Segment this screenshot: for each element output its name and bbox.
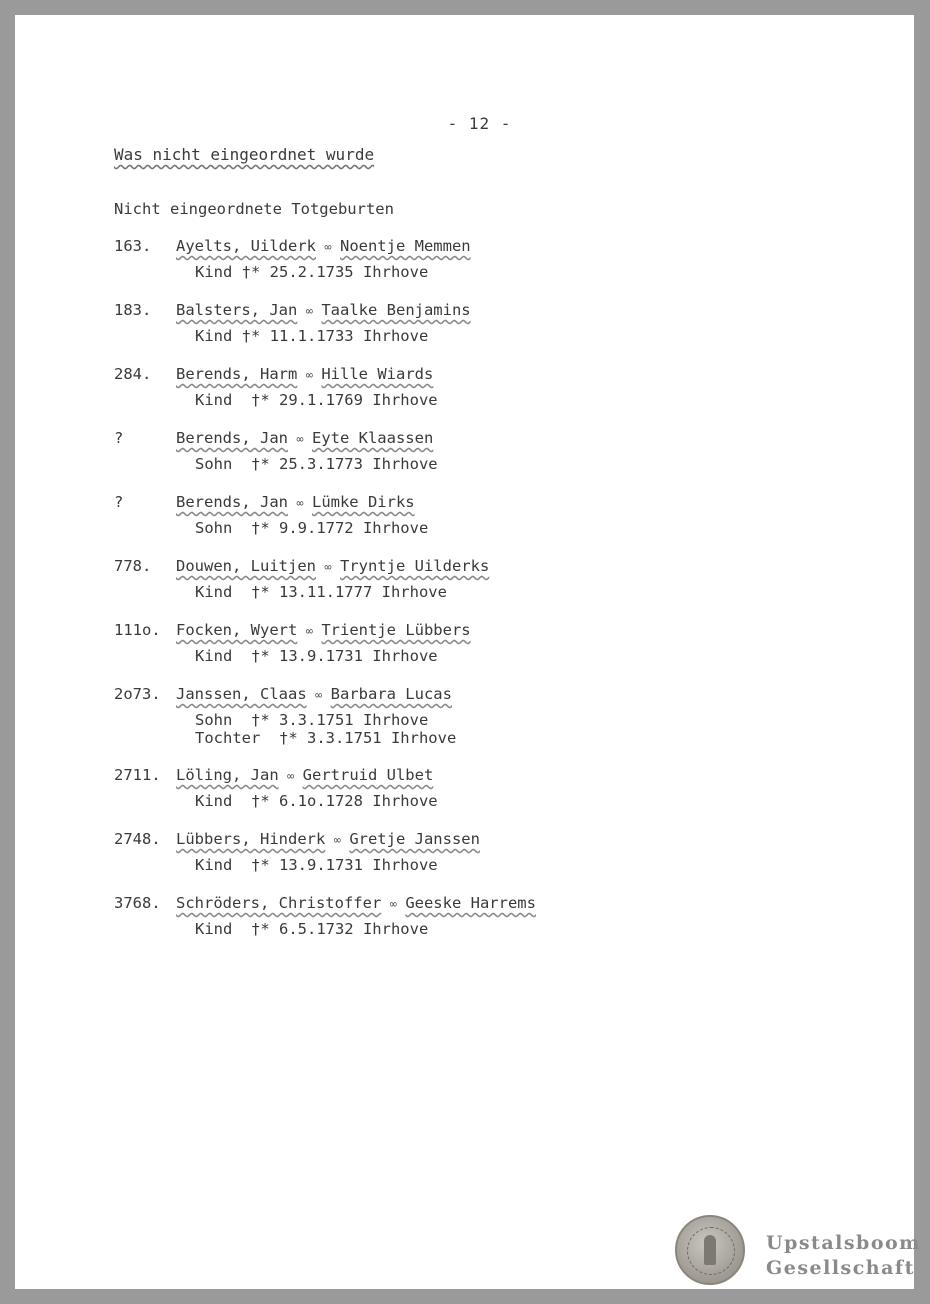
wife-name: Noentje Memmen — [339, 237, 471, 255]
couple-names — [176, 766, 433, 784]
list-item — [15, 237, 914, 301]
wife-name: Tryntje Uilderks — [339, 557, 490, 575]
couple-names — [176, 493, 415, 511]
husband-name: Berends, Jan — [176, 429, 288, 447]
wife-name: Hille Wiards — [321, 365, 434, 383]
husband-name: Berends, Jan — [176, 493, 288, 511]
wife-name: Eyte Klaassen — [311, 429, 434, 447]
child-record: Kind †* 13.9.1731 Ihrhove — [195, 647, 438, 665]
society-seal-icon — [675, 1215, 745, 1285]
entry-number: 3768. — [114, 894, 161, 912]
husband-name: Schröders, Christoffer — [176, 894, 382, 912]
husband-name: Ayelts, Uilderk — [176, 237, 316, 255]
list-item — [15, 766, 914, 830]
wife-name: Gertruid Ulbet — [302, 766, 434, 784]
wife-name: Taalke Benjamins — [321, 301, 471, 319]
marriage-icon: ∞ — [296, 496, 304, 510]
society-watermark — [766, 1231, 921, 1281]
entry-number: 163. — [114, 237, 152, 255]
couple-names — [176, 557, 489, 575]
marriage-icon: ∞ — [333, 833, 341, 847]
page-number: - 12 - — [447, 114, 512, 133]
child-record: Kind †* 13.11.1777 Ihrhove — [195, 583, 447, 601]
child-record: Kind †* 6.5.1732 Ihrhove — [195, 920, 429, 938]
child-record: Tochter †* 3.3.1751 Ihrhove — [195, 729, 457, 747]
child-record: Kind †* 6.1o.1728 Ihrhove — [195, 792, 438, 810]
entry-number: 284. — [114, 365, 152, 383]
section-heading: Was nicht eingeordnet wurde — [114, 145, 375, 164]
marriage-icon: ∞ — [305, 368, 313, 382]
list-item — [15, 301, 914, 365]
husband-name: Janssen, Claas — [176, 685, 307, 703]
list-item — [15, 557, 914, 621]
husband-name: Löling, Jan — [176, 766, 279, 784]
child-record: Sohn †* 9.9.1772 Ihrhove — [195, 519, 429, 537]
marriage-icon: ∞ — [287, 769, 295, 783]
entry-number: 183. — [114, 301, 152, 319]
wife-name: Trientje Lübbers — [321, 621, 471, 639]
entry-list — [15, 237, 914, 958]
entry-number: 2748. — [114, 830, 161, 848]
list-item — [15, 894, 914, 958]
entry-number: 111o. — [114, 621, 161, 639]
subsection-heading: Nicht eingeordnete Totgeburten — [114, 200, 394, 218]
wife-name: Geeske Harrems — [405, 894, 536, 912]
child-record: Kind †* 25.2.1735 Ihrhove — [195, 263, 429, 281]
husband-name: Douwen, Luitjen — [176, 557, 316, 575]
watermark-line-2: Gesellschaft — [766, 1257, 915, 1279]
list-item — [15, 830, 914, 894]
wife-name: Lümke Dirks — [311, 493, 415, 511]
marriage-icon: ∞ — [324, 240, 332, 254]
list-item — [15, 365, 914, 429]
husband-name: Focken, Wyert — [176, 621, 298, 639]
watermark-line-1: Upstalsboom — [766, 1232, 921, 1254]
marriage-icon: ∞ — [389, 897, 397, 911]
list-item — [15, 621, 914, 685]
marriage-icon: ∞ — [305, 304, 313, 318]
couple-names — [176, 429, 433, 447]
child-record: Sohn †* 3.3.1751 Ihrhove — [195, 711, 429, 729]
entry-number: ? — [114, 493, 124, 511]
couple-names — [176, 621, 471, 639]
husband-name: Lübbers, Hinderk — [176, 830, 326, 848]
wife-name: Gretje Janssen — [349, 830, 480, 848]
entry-number: 2711. — [114, 766, 161, 784]
marriage-icon: ∞ — [305, 624, 313, 638]
entry-number: ? — [114, 429, 124, 447]
wife-name: Barbara Lucas — [330, 685, 452, 703]
marriage-icon: ∞ — [324, 560, 332, 574]
marriage-icon: ∞ — [296, 432, 304, 446]
husband-name: Balsters, Jan — [176, 301, 298, 319]
list-item — [15, 685, 914, 766]
marriage-icon: ∞ — [315, 688, 323, 702]
child-record: Kind †* 13.9.1731 Ihrhove — [195, 856, 438, 874]
child-record: Kind †* 11.1.1733 Ihrhove — [195, 327, 429, 345]
entry-number: 2o73. — [114, 685, 161, 703]
couple-names — [176, 237, 471, 255]
list-item — [15, 429, 914, 493]
couple-names — [176, 685, 452, 703]
couple-names — [176, 365, 433, 383]
document-page — [15, 15, 921, 1289]
child-record: Kind †* 29.1.1769 Ihrhove — [195, 391, 438, 409]
couple-names — [176, 894, 536, 912]
couple-names — [176, 301, 471, 319]
husband-name: Berends, Harm — [176, 365, 298, 383]
couple-names — [176, 830, 480, 848]
list-item — [15, 493, 914, 557]
child-record: Sohn †* 25.3.1773 Ihrhove — [195, 455, 438, 473]
entry-number: 778. — [114, 557, 152, 575]
